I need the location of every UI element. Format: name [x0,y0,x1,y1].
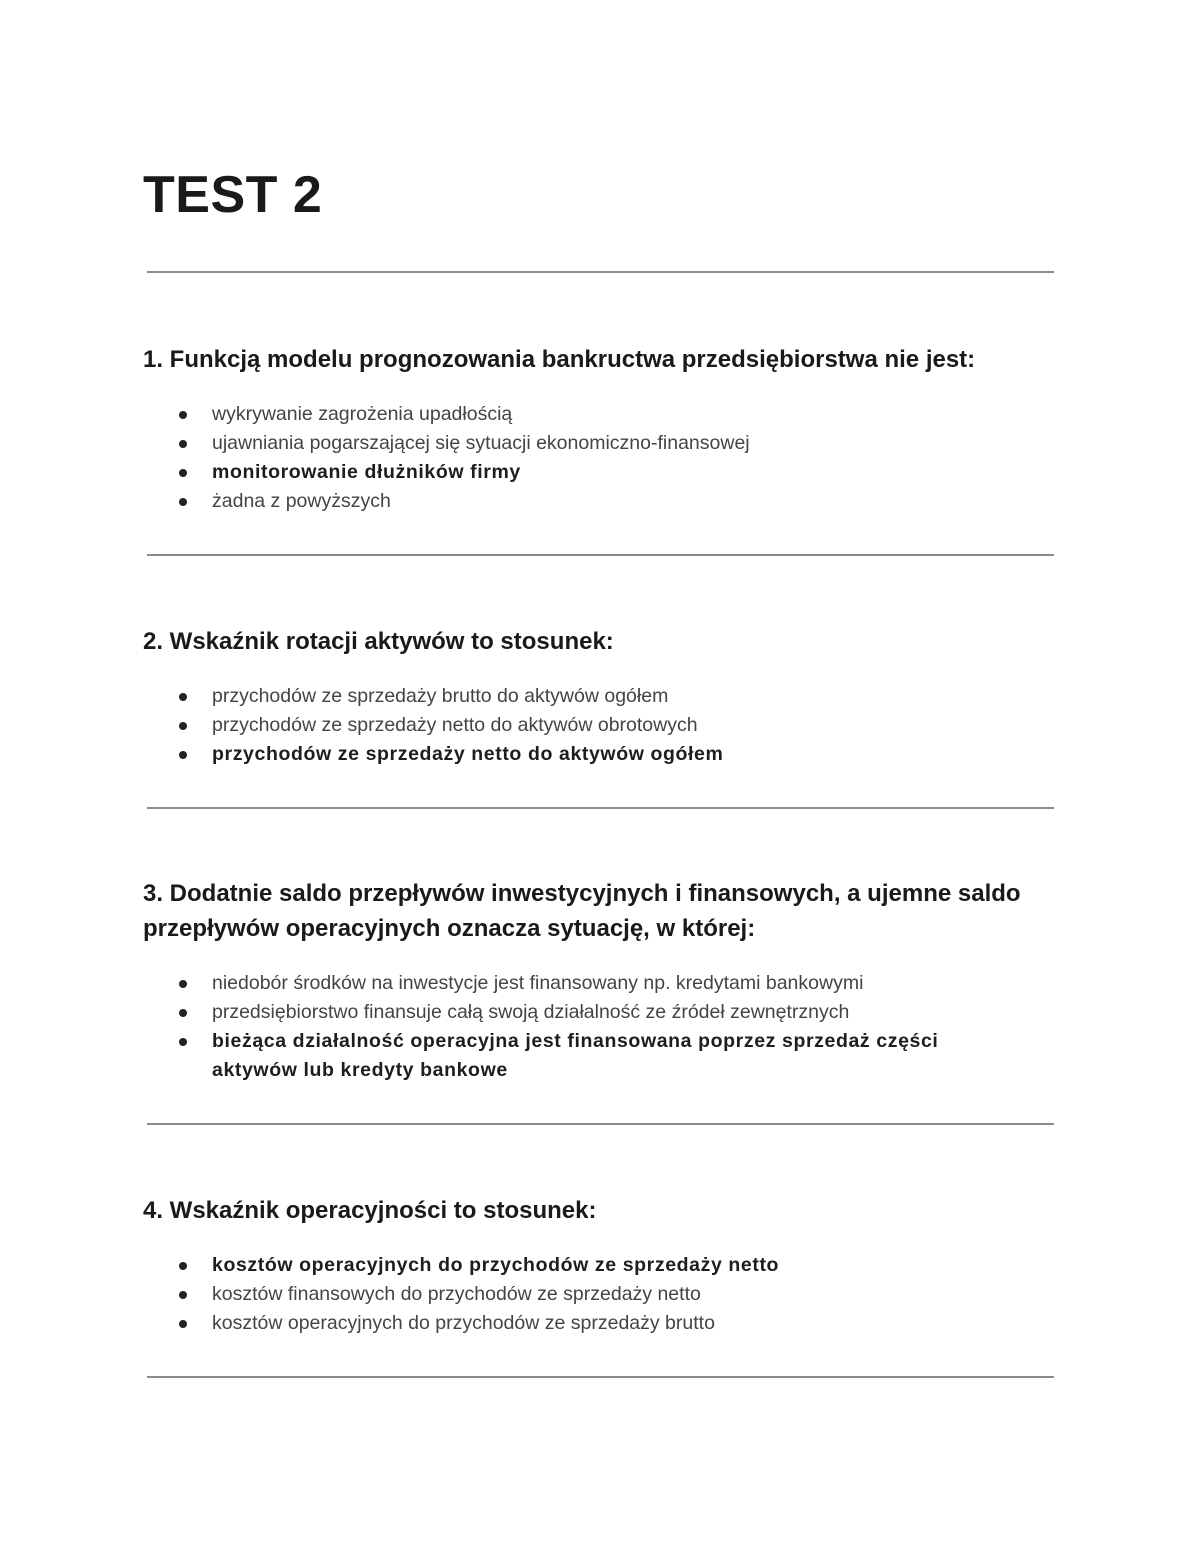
divider [147,807,1054,809]
answer-text: żadna z powyższych [212,490,391,512]
bullet-icon [179,498,187,506]
answer-text: przychodów ze sprzedaży brutto do aktywów ogółem [212,685,669,707]
answer-text: monitorowanie dłużników firmy [212,461,521,483]
bullet-icon [179,440,187,448]
question-4 [143,1193,1043,1338]
answer-text: kosztów operacyjnych do przychodów ze sprzedaży netto [212,1254,780,1276]
page-title: TEST 2 [143,166,323,224]
answer-option [143,487,1043,516]
answer-list [143,400,1043,516]
bullet-icon [179,693,187,701]
bullet-icon [179,1291,187,1299]
divider [147,554,1054,556]
bullet-icon [179,469,187,477]
answer-text: przedsiębiorstwo finansuje całą swoją działalność ze źródeł zewnętrznych [212,1001,850,1023]
answer-option-correct [143,1251,1043,1280]
bullet-icon [179,1320,187,1328]
answer-option [143,1309,1043,1338]
bullet-icon [179,1038,187,1046]
question-1 [143,342,1043,516]
question-3 [143,876,1043,1085]
divider [147,1376,1054,1378]
answer-option [143,682,1043,711]
bullet-icon [179,1009,187,1017]
answer-option [143,998,1043,1027]
answer-text: bieżąca działalność operacyjna jest finansowana poprzez sprzedaż części aktywów lub kredyty bankowe [212,1030,939,1081]
answer-option-correct [143,740,1043,769]
answer-option [143,429,1043,458]
answer-list [143,682,1043,769]
answer-text: niedobór środków na inwestycje jest finansowany np. kredytami bankowymi [212,972,864,994]
question-2 [143,624,1043,769]
answer-option-correct [143,1027,972,1085]
answer-text: przychodów ze sprzedaży netto do aktywów ogółem [212,743,724,765]
bullet-icon [179,411,187,419]
answer-text: wykrywanie zagrożenia upadłością [212,403,513,425]
bullet-icon [179,751,187,759]
answer-text: przychodów ze sprzedaży netto do aktywów obrotowych [212,714,698,736]
answer-option [143,400,1043,429]
question-title: 2. Wskaźnik rotacji aktywów to stosunek: [143,628,614,655]
question-title: 1. Funkcją modelu prognozowania bankructwa przedsiębiorstwa nie jest: [143,346,976,373]
answer-option [143,969,1043,998]
divider [147,271,1054,273]
answer-text: kosztów finansowych do przychodów ze sprzedaży netto [212,1283,701,1305]
question-title: 3. Dodatnie saldo przepływów inwestycyjnych i finansowych, a ujemne saldo przepływów operacyjnych oznacza sytuację, w której: [143,880,1021,942]
answer-option [143,711,1043,740]
answer-option [143,1280,1043,1309]
bullet-icon [179,1262,187,1270]
answer-option-correct [143,458,1043,487]
divider [147,1123,1054,1125]
bullet-icon [179,722,187,730]
question-title: 4. Wskaźnik operacyjności to stosunek: [143,1197,597,1224]
answer-list [143,1251,1043,1338]
answer-text: ujawniania pogarszającej się sytuacji ekonomiczno-finansowej [212,432,750,454]
bullet-icon [179,980,187,988]
answer-list [143,969,1043,1085]
answer-text: kosztów operacyjnych do przychodów ze sprzedaży brutto [212,1312,715,1334]
